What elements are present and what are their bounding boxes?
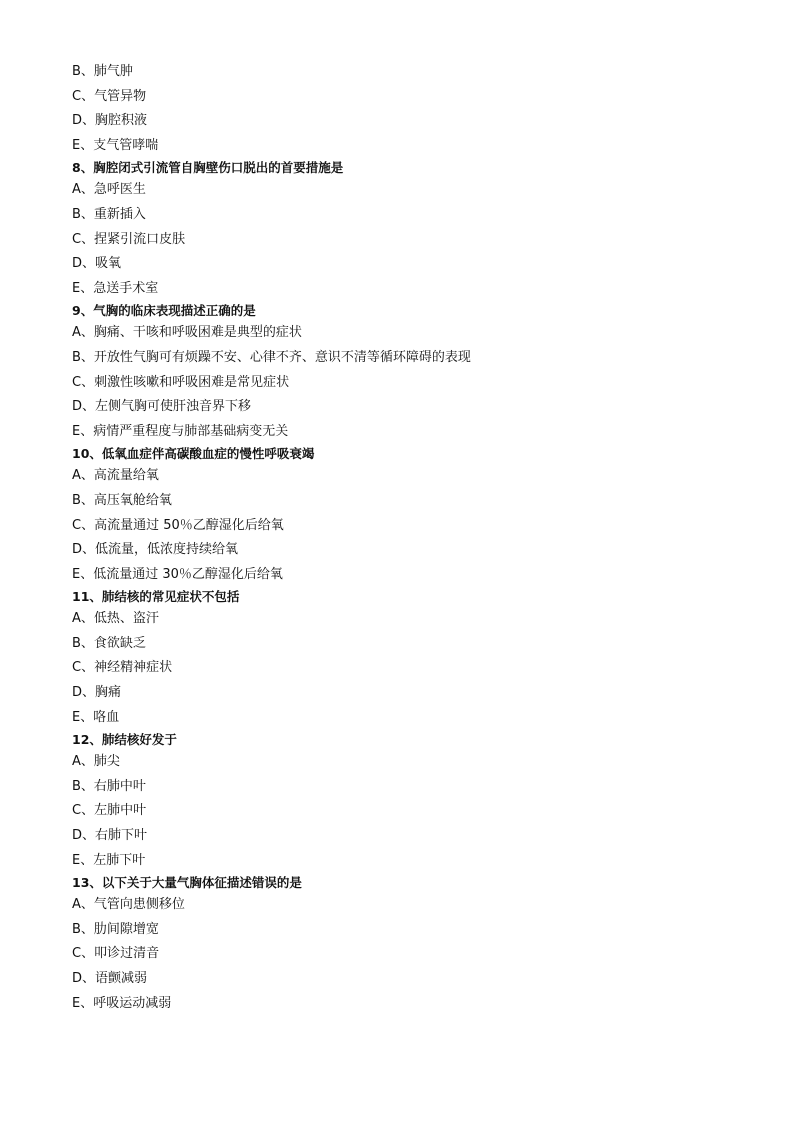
option-line: E、病情严重程度与肺部基础病变无关 (72, 423, 289, 439)
option-line: C、高流量通过 50％乙醇湿化后给氧 (72, 517, 284, 533)
option-line: D、胸痛 (72, 685, 122, 701)
option-line: C、气管异物 (72, 88, 147, 104)
document-page (72, 60, 732, 1016)
option-line: D、右肺下叶 (72, 828, 148, 844)
option-line: E、低流量通过 30％乙醇湿化后给氧 (72, 566, 283, 582)
option-line: E、左肺下叶 (72, 852, 146, 868)
option-line: C、刺激性咳嗽和呼吸困难是常见症状 (72, 374, 290, 390)
option-line: D、胸腔积液 (72, 113, 148, 129)
question-line: 9、气胸的临床表现描述正确的是 (72, 303, 256, 319)
option-line: D、语颤减弱 (72, 971, 148, 986)
question-line: 10、低氧血症伴高碳酸血症的慢性呼吸衰竭 (72, 446, 315, 462)
option-line: C、神经精神症状 (72, 660, 173, 676)
option-line: E、急送手术室 (72, 280, 159, 296)
option-line: B、重新插入 (72, 206, 146, 222)
option-line: C、捏紧引流口皮肤 (72, 231, 186, 247)
question-line: 12、肺结核好发于 (72, 732, 177, 748)
question-line: 8、胸腔闭式引流管自胸壁伤口脱出的首要措施是 (72, 160, 344, 176)
option-line: E、支气管哮喘 (72, 137, 159, 153)
option-line: A、胸痛、干咳和呼吸困难是典型的症状 (72, 325, 302, 341)
option-line: D、左侧气胸可使肝浊音界下移 (72, 399, 252, 415)
option-line: B、开放性气胸可有烦躁不安、心律不齐、意识不清等循环障碍的表现 (72, 349, 471, 365)
option-line: B、高压氧舱给氧 (72, 492, 172, 508)
option-line: D、吸氧 (72, 256, 122, 272)
option-line: D、低流量，低浓度持续给氧 (72, 542, 239, 558)
option-line: A、低热、盗汗 (72, 611, 159, 627)
option-line: B、肺气肿 (72, 64, 133, 79)
option-line: C、叩诊过清音 (72, 946, 160, 962)
option-line: A、气管向患侧移位 (72, 897, 185, 913)
option-line: C、左肺中叶 (72, 803, 147, 819)
option-line: B、右肺中叶 (72, 778, 146, 794)
option-line: A、肺尖 (72, 754, 120, 770)
option-line: E、呼吸运动减弱 (72, 995, 172, 1011)
question-line: 13、以下关于大量气胸体征描述错误的是 (72, 875, 302, 891)
option-line: A、高流量给氧 (72, 468, 159, 484)
option-line: B、食欲缺乏 (72, 635, 146, 651)
question-line: 11、肺结核的常见症状不包括 (72, 589, 240, 605)
option-line: B、肋间隙增宽 (72, 921, 159, 937)
option-line: A、急呼医生 (72, 182, 146, 198)
option-line: E、咯血 (72, 709, 120, 725)
